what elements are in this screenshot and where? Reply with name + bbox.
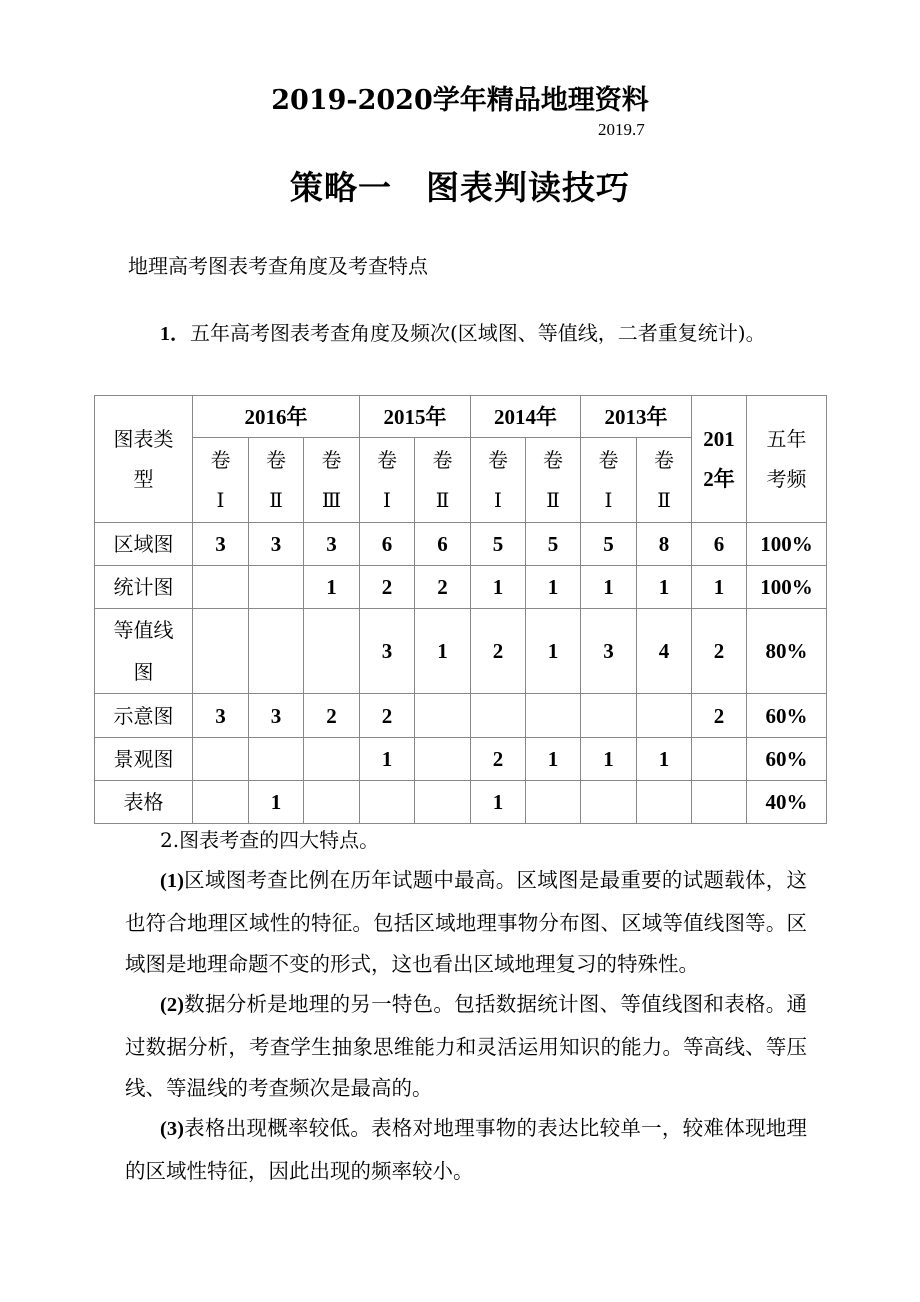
volume-prefix: 卷 — [210, 448, 231, 472]
table-cell — [193, 566, 249, 609]
subheading: 地理高考图表考查角度及考查特点 — [128, 254, 428, 278]
table-row — [95, 781, 827, 824]
volume-number: Ⅱ — [657, 488, 671, 512]
table-cell — [526, 694, 581, 738]
table-row — [95, 523, 827, 566]
row-chart-type: 区域图 — [95, 523, 193, 566]
table-row — [95, 694, 827, 738]
document-title: 2019-2020学年精品地理资料 — [271, 85, 649, 116]
row-frequency: 80% — [747, 609, 827, 694]
row-chart-type: 表格 — [95, 781, 193, 824]
header-volume — [360, 438, 415, 523]
volume-number: Ⅰ — [383, 488, 391, 512]
paragraph-1-number: (1) — [160, 870, 184, 892]
table-cell: 1 — [581, 738, 637, 781]
table-row — [95, 738, 827, 781]
header-volume — [193, 438, 249, 523]
table-cell: 8 — [637, 523, 692, 566]
table-cell — [415, 738, 471, 781]
table-cell: 1 — [471, 566, 526, 609]
header-volume — [581, 438, 637, 523]
table-cell: 3 — [581, 609, 637, 694]
row-chart-type: 等值线图 — [95, 609, 193, 694]
table-cell: 1 — [304, 566, 360, 609]
row-frequency: 100% — [747, 566, 827, 609]
table-cell — [581, 781, 637, 824]
table-cell: 1 — [526, 609, 581, 694]
table-cell — [692, 738, 747, 781]
header-volume — [249, 438, 304, 523]
table-cell — [415, 694, 471, 738]
volume-prefix: 卷 — [654, 448, 674, 472]
table-cell: 1 — [637, 738, 692, 781]
table-cell: 2 — [692, 609, 747, 694]
table-cell: 3 — [249, 694, 304, 738]
header-volume — [415, 438, 471, 523]
table-cell: 2 — [471, 738, 526, 781]
table-cell — [304, 781, 360, 824]
paragraph-3-text: 表格出现概率较低。表格对地理事物的表达比较单一，较难体现地理的区域性特征，因此出现的频率较小。 — [125, 1116, 807, 1183]
volume-prefix: 卷 — [266, 448, 286, 472]
table-cell: 2 — [692, 694, 747, 738]
item-1-number: 1． — [160, 323, 190, 345]
table-row — [95, 566, 827, 609]
table-cell: 2 — [304, 694, 360, 738]
chart-frequency-table — [94, 395, 827, 824]
volume-prefix: 卷 — [598, 448, 619, 472]
table-cell: 3 — [193, 523, 249, 566]
paragraph-1-text: 区域图考查比例在历年试题中最高。区域图是最重要的试题载体，这也符合地理区域性的特征。包括区域地理事物分布图、区域等值线图等。区域图是地理命题不变的形式，这也看出区域地理复习的特殊性。 — [125, 868, 807, 976]
volume-prefix: 卷 — [488, 448, 508, 472]
volume-number: Ⅰ — [604, 488, 613, 512]
table-cell: 6 — [692, 523, 747, 566]
table-cell: 3 — [193, 694, 249, 738]
item-2: 2.图表考查的四大特点。 — [160, 828, 380, 852]
volume-number: Ⅰ — [216, 488, 225, 512]
table-cell: 5 — [581, 523, 637, 566]
header-year-2016: 2016年 — [193, 396, 360, 438]
row-frequency: 40% — [747, 781, 827, 824]
table-cell: 2 — [360, 566, 415, 609]
paragraph-3-number: (3) — [160, 1118, 184, 1140]
volume-prefix: 卷 — [543, 448, 563, 472]
volume-number: Ⅱ — [269, 488, 283, 512]
table-cell: 1 — [526, 738, 581, 781]
header-year-2013: 2013年 — [581, 396, 692, 438]
row-chart-type: 示意图 — [95, 694, 193, 738]
table-cell: 1 — [581, 566, 637, 609]
table-cell: 5 — [526, 523, 581, 566]
table-cell: 1 — [471, 781, 526, 824]
table-cell — [193, 609, 249, 694]
table-cell: 1 — [692, 566, 747, 609]
header-volume — [471, 438, 526, 523]
table-cell — [415, 781, 471, 824]
table-cell: 1 — [637, 566, 692, 609]
paragraph-2-number: (2) — [160, 994, 184, 1016]
volume-prefix: 卷 — [321, 448, 342, 472]
section-heading: 策略一 图表判读技巧 — [290, 168, 630, 207]
row-frequency: 60% — [747, 694, 827, 738]
volume-number: Ⅰ — [494, 488, 502, 512]
table-cell — [581, 694, 637, 738]
table-cell: 1 — [415, 609, 471, 694]
paragraph-2 — [125, 984, 807, 1110]
table-cell — [193, 738, 249, 781]
volume-number: Ⅲ — [321, 488, 342, 512]
volume-number: Ⅱ — [546, 488, 560, 512]
table-cell: 3 — [249, 523, 304, 566]
volume-number: Ⅱ — [435, 488, 450, 512]
header-chart-type: 图表类型 — [95, 396, 193, 523]
table-cell — [249, 738, 304, 781]
item-1 — [125, 312, 805, 355]
table-cell — [360, 781, 415, 824]
table-cell: 6 — [360, 523, 415, 566]
paragraph-3 — [125, 1108, 807, 1192]
table-cell — [249, 609, 304, 694]
paragraph-1 — [125, 860, 807, 986]
volume-prefix: 卷 — [432, 448, 453, 472]
table-cell: 1 — [526, 566, 581, 609]
table-cell: 5 — [471, 523, 526, 566]
table-cell: 1 — [360, 738, 415, 781]
header-volume — [637, 438, 692, 523]
header-volume — [526, 438, 581, 523]
table-cell: 6 — [415, 523, 471, 566]
table-cell: 3 — [360, 609, 415, 694]
header-year-2014: 2014年 — [471, 396, 581, 438]
volume-prefix: 卷 — [377, 448, 397, 472]
header-year-2015: 2015年 — [360, 396, 471, 438]
table-cell — [304, 738, 360, 781]
table-row — [95, 609, 827, 694]
table-cell — [526, 781, 581, 824]
table-cell: 1 — [249, 781, 304, 824]
table-cell — [193, 781, 249, 824]
table-cell: 3 — [304, 523, 360, 566]
table-cell — [637, 694, 692, 738]
header-volume — [304, 438, 360, 523]
table-cell: 2 — [360, 694, 415, 738]
paragraph-2-text: 数据分析是地理的另一特色。包括数据统计图、等值线图和表格。通过数据分析，考查学生抽象思维能力和灵活运用知识的能力。等高线、等压线、等温线的考查频次是最高的。 — [125, 992, 807, 1100]
row-chart-type: 统计图 — [95, 566, 193, 609]
item-1-text: 五年高考图表考查角度及频次(区域图、等值线，二者重复统计)。 — [190, 321, 766, 345]
document-date: 2019.7 — [598, 120, 645, 139]
table-cell — [471, 694, 526, 738]
table-cell — [249, 566, 304, 609]
row-frequency: 100% — [747, 523, 827, 566]
table-cell: 2 — [415, 566, 471, 609]
table-cell: 2 — [471, 609, 526, 694]
row-frequency: 60% — [747, 738, 827, 781]
table-cell: 4 — [637, 609, 692, 694]
row-chart-type: 景观图 — [95, 738, 193, 781]
table-cell — [692, 781, 747, 824]
table-cell — [304, 609, 360, 694]
table-cell — [637, 781, 692, 824]
header-five-year-frequency: 五年考频 — [747, 396, 827, 523]
header-year-2012: 2012年 — [692, 396, 747, 523]
